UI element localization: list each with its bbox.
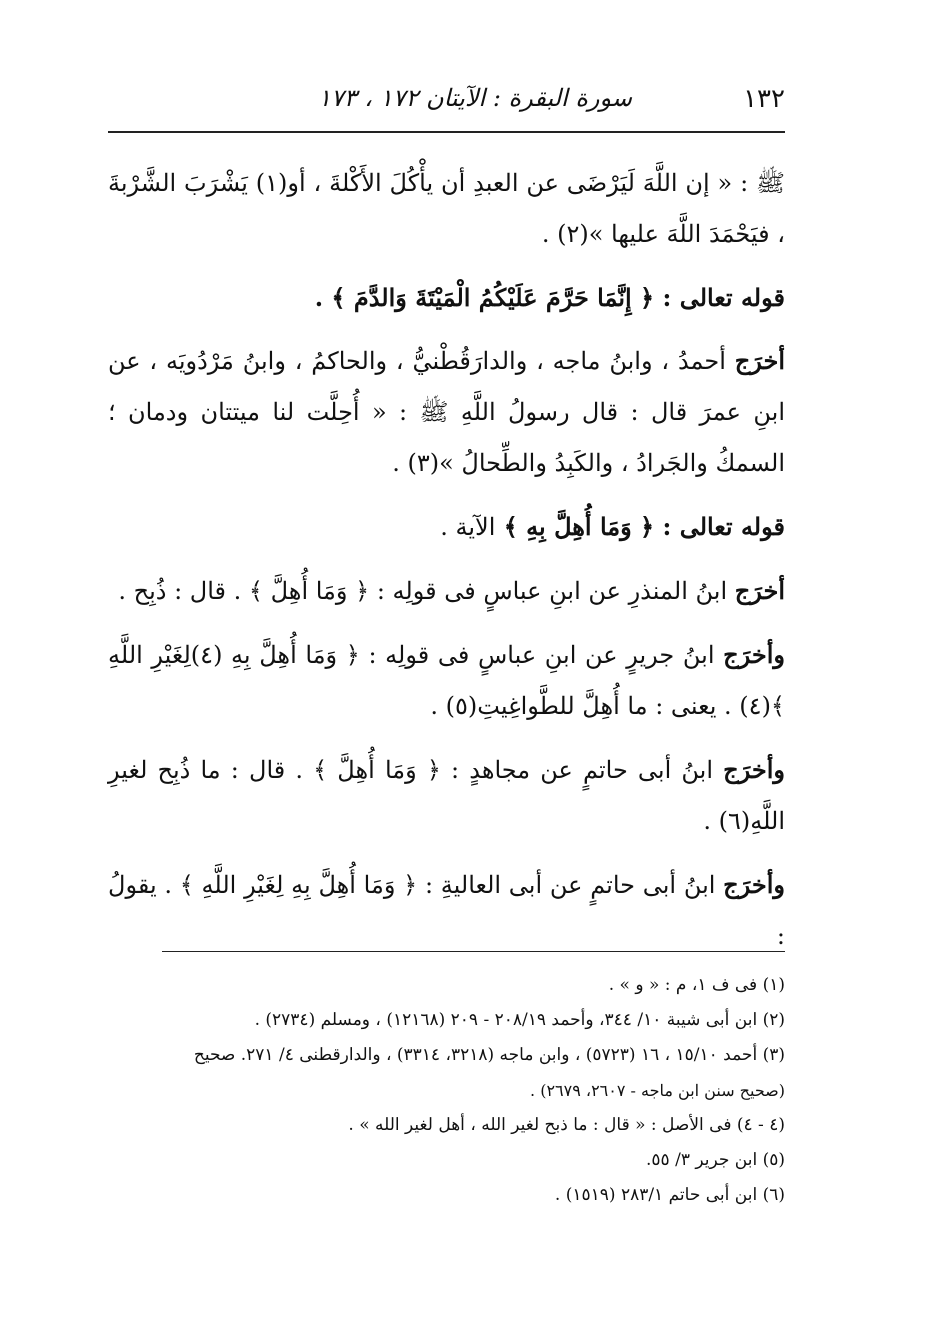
footnote-rule xyxy=(162,951,785,952)
paragraph-text: ابنُ المنذرِ عن ابنِ عباسٍ فى قولِه : ﴿ وَمَا أُهِلَّ ﴾ . قال : ذُبِح . xyxy=(118,577,728,605)
heading-label: قوله تعالى : xyxy=(662,512,785,541)
paragraph xyxy=(108,565,785,617)
heading-tail: الآية . xyxy=(440,513,496,541)
paragraph-text: ﷺ : « إن اللَّهَ لَيَرْضَى عن العبدِ أن يأْكُلَ الأَكْلةَ ، أو(١) يَشْرَبَ الشَّرْبةَ ، فيَحْمَدَ اللَّهَ عليها »(٢) . xyxy=(108,169,785,248)
paragraph-text: أحمدُ ، وابنُ ماجه ، والدارَقُطْنيُّ ، والحاكمُ ، وابنُ مَرْدُويَه ، عن ابنِ عمرَ قال : قال رسولُ اللَّهِ ﷺ : « أُحِلَّت لنا ميتتان ودمان ؛ السمكُ والجَرادُ ، والكَبِدُ والطِّحالُ »(٣) . xyxy=(108,347,785,477)
paragraph-text: ابنُ أبى حاتمٍ عن أبى العاليةِ : ﴿ وَمَا أُهِلَّ بِهِ لِغَيْرِ اللَّهِ ﴾ . يقولُ : xyxy=(108,871,785,950)
footnotes xyxy=(108,968,785,1213)
main-text xyxy=(108,158,785,974)
paragraph-text: ابنُ جريرٍ عن ابنِ عباسٍ فى قولِه : ﴿ وَمَا أُهِلَّ بِهِ (٤)لِغَيْرِ اللَّهِ ﴾(٤) . يعنى : ما أُهِلَّ للطَّواغِيتِ(٥) . xyxy=(108,641,785,720)
verse-heading xyxy=(108,501,785,553)
quran-verse: ﴿ إِنَّمَا حَرَّمَ عَلَيْكُمُ الْمَيْتَةَ وَالدَّمَ ﴾ . xyxy=(314,283,655,312)
footnote: (٣) أحمد ١٥/١٠ ، ١٦ (٥٧٢٣) ، وابن ماجه (٣٢١٨، ٣٣١٤) ، والدارقطنى ٤/ ٢٧١. صحيح xyxy=(193,1045,785,1065)
paragraph-lead: أخرَج xyxy=(734,346,785,375)
header-rule xyxy=(108,131,785,133)
running-title: سورة البقرة : الآيتان ١٧٢ ، ١٧٣ xyxy=(318,84,633,112)
footnote-continuation: (صحيح سنن ابن ماجه - ٢٦٠٧، ٢٦٧٩) . xyxy=(530,1081,785,1100)
paragraph xyxy=(108,744,785,847)
quran-verse: ﴿ وَمَا أُهِلَّ بِهِ ﴾ xyxy=(503,512,655,541)
footnote: (٤ - ٤) فى الأصل : « قال : ما ذبح لغير الله ، أهل لغير الله » . xyxy=(348,1115,785,1135)
paragraph-lead: وأخرَج xyxy=(723,755,785,784)
heading-label: قوله تعالى : xyxy=(662,283,785,312)
paragraph xyxy=(108,335,785,489)
footnote: (١) فى ف ١، م : « و » . xyxy=(608,975,785,995)
footnote: (٦) ابن أبى حاتم ٢٨٣/١ (١٥١٩) . xyxy=(554,1185,785,1205)
page-header xyxy=(108,78,785,118)
page-number: ١٣٢ xyxy=(743,84,785,114)
paragraph-lead: أخرَج xyxy=(734,576,785,605)
footnote: (٥) ابن جرير ٣/ ٥٥. xyxy=(646,1150,785,1170)
paragraph-text: ابنُ أبى حاتمٍ عن مجاهدٍ : ﴿ وَمَا أُهِلَّ ﴾ . قال : ما ذُبِح لغيرِ اللَّهِ(٦) . xyxy=(108,756,785,835)
footnote: (٢) ابن أبى شيبة ١٠/ ٣٤٤، وأحمد ٢٠٨/١٩ - ٢٠٩ (١٢١٦٨) ، ومسلم (٢٧٣٤) . xyxy=(254,1010,785,1030)
paragraph-lead: وأخرَج xyxy=(723,640,785,669)
paragraph-lead: وأخرَج xyxy=(723,870,785,899)
paragraph xyxy=(108,859,785,962)
paragraph xyxy=(108,629,785,732)
paragraph xyxy=(108,158,785,260)
verse-heading xyxy=(108,272,785,323)
